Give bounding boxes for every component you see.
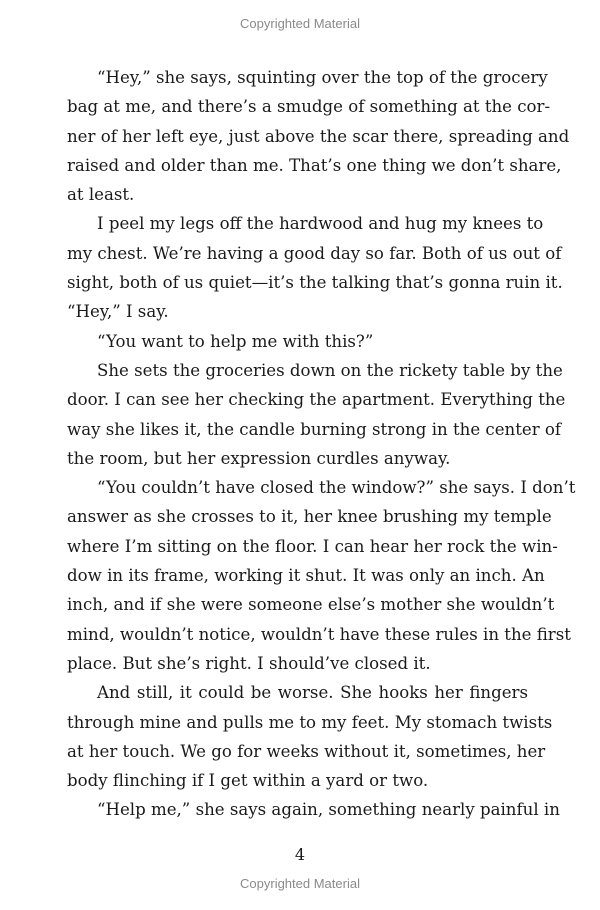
copyright-watermark-bottom: Copyrighted Material — [240, 876, 360, 891]
text-line: body flinching if I get within a yard or two. — [67, 771, 429, 791]
text-line: I peel my legs off the hardwood and hug my knees to — [97, 214, 544, 234]
paragraph — [67, 356, 566, 473]
paragraph — [67, 63, 570, 209]
paragraph — [67, 678, 553, 795]
text-line: mind, wouldn’t notice, wouldn’t have these rules in the first — [67, 624, 571, 644]
page-number: 4 — [294, 845, 306, 864]
text-line: door. I can see her checking the apartment. Everything the — [67, 390, 566, 410]
text-line: “Hey,” she says, squinting over the top of the grocery — [97, 68, 548, 87]
paragraph — [67, 795, 560, 824]
text-line: at least. — [67, 185, 135, 205]
text-line: ner of her left eye, just above the scar there, spreading and — [67, 126, 570, 146]
text-line: way she likes it, the candle burning strong in the center of — [67, 419, 562, 439]
text-line: “Hey,” I say. — [67, 302, 169, 322]
text-line: my chest. We’re having a good day so far. Both of us out of — [67, 243, 562, 263]
body-text — [67, 63, 576, 825]
text-line: “You want to help me with this?” — [97, 331, 374, 351]
copyright-watermark-top: Copyrighted Material — [240, 16, 360, 31]
text-line: dow in its frame, working it shut. It was only an inch. An — [67, 566, 545, 586]
text-line: place. But she’s right. I should’ve closed it. — [67, 653, 431, 673]
text-line: sight, both of us quiet—it’s the talking that’s gonna ruin it. — [67, 273, 563, 293]
text-line: through mine and pulls me to my feet. My stomach twists — [67, 712, 553, 732]
paragraph — [67, 209, 563, 326]
text-line: “You couldn’t have closed the window?” she says. I don’t — [97, 478, 576, 498]
text-line: at her touch. We go for weeks without it, sometimes, her — [67, 741, 546, 761]
text-line: raised and older than me. That’s one thing we don’t share, — [67, 155, 562, 175]
text-line: where I’m sitting on the floor. I can hear her rock the win- — [67, 536, 558, 556]
text-line: “Help me,” she says again, something nearly painful in — [97, 800, 560, 820]
paragraph — [67, 473, 576, 678]
text-line: She sets the groceries down on the rickety table by the — [97, 360, 563, 380]
text-line: the room, but her expression curdles anyway. — [67, 448, 451, 468]
text-line: And still, it could be worse. She hooks her fingers — [97, 683, 528, 703]
paragraph — [67, 327, 528, 356]
text-line: inch, and if she were someone else’s mother she wouldn’t — [67, 595, 555, 615]
text-line: answer as she crosses to it, her knee brushing my temple — [67, 507, 552, 527]
text-line: bag at me, and there’s a smudge of something at the cor- — [67, 97, 551, 117]
